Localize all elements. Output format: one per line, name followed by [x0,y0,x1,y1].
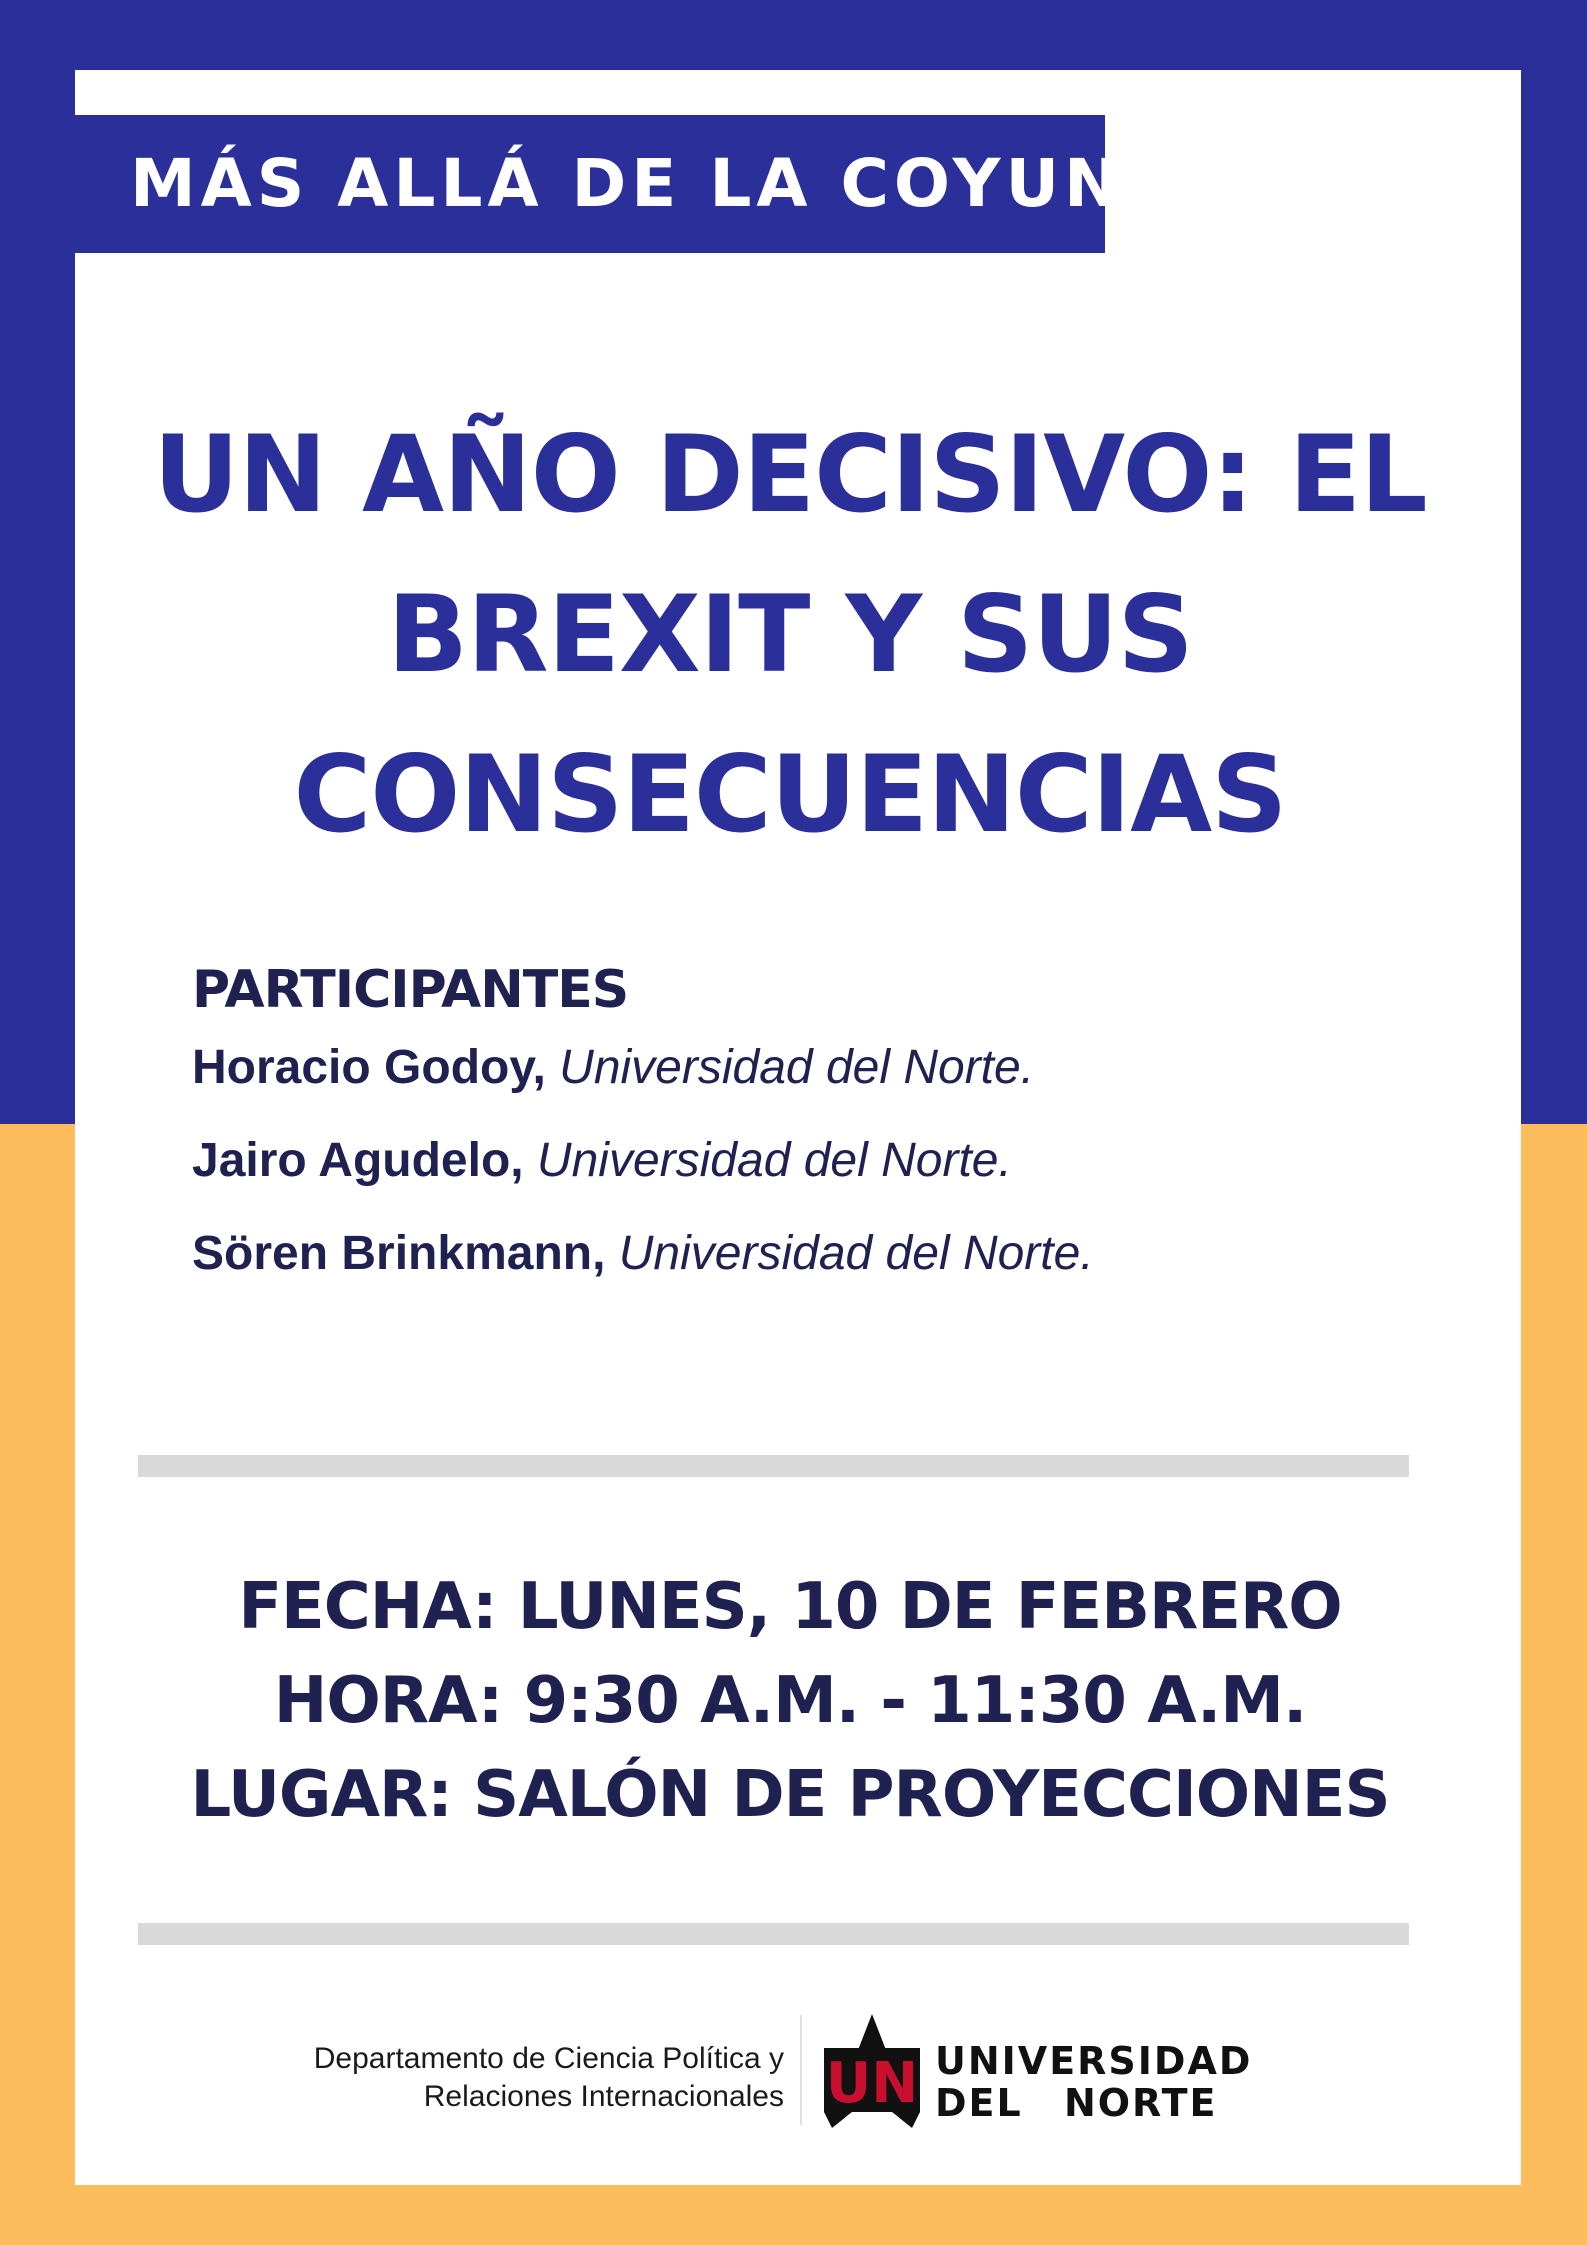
university-name-line-1: UNIVERSIDAD [935,2039,1253,2083]
university-name [935,2040,1252,2124]
participant-item [192,1040,1342,1095]
detail-time: HORA: 9:30 A.M. - 11:30 A.M. [273,1664,1307,1738]
participant-name: Sören Brinkmann, [192,1227,606,1280]
footer-separator [800,2015,802,2125]
department-name [300,2040,784,2116]
title-line-3: CONSECUENCIAS [293,733,1287,856]
series-banner: MÁS ALLÁ DE LA COYUNTURA [75,115,1105,253]
participants-heading: PARTICIPANTES [192,960,629,1020]
participant-affiliation: Universidad del Norte. [605,1227,1094,1280]
participant-affiliation: Universidad del Norte. [545,1041,1035,1094]
participant-name: Jairo Agudelo, [192,1134,524,1187]
university-name-line-2: DEL NORTE [935,2081,1218,2125]
detail-date: FECHA: LUNES, 10 DE FEBRERO [238,1570,1342,1644]
event-title [150,395,1430,875]
detail-place: LUGAR: SALÓN DE PROYECCIONES [190,1758,1390,1832]
participant-affiliation: Universidad del Norte. [523,1134,1012,1187]
participants-section [192,960,1342,1319]
department-line-2: Relaciones Internacionales [423,2080,784,2113]
title-line-1: UN AÑO DECISIVO: EL [153,413,1427,536]
event-details [150,1560,1430,1842]
divider-bottom [138,1923,1409,1945]
logo-peak-icon [858,2014,886,2050]
participant-name: Horacio Godoy, [192,1041,546,1094]
department-line-1: Departamento de Ciencia Política y [313,2042,784,2075]
participant-item [192,1133,1342,1188]
logo-mark-text: UN [825,2051,919,2116]
participant-item [192,1226,1342,1281]
title-line-2: BREXIT Y SUS [387,573,1193,696]
university-logo-icon [822,2012,922,2128]
divider-top [138,1455,1409,1477]
